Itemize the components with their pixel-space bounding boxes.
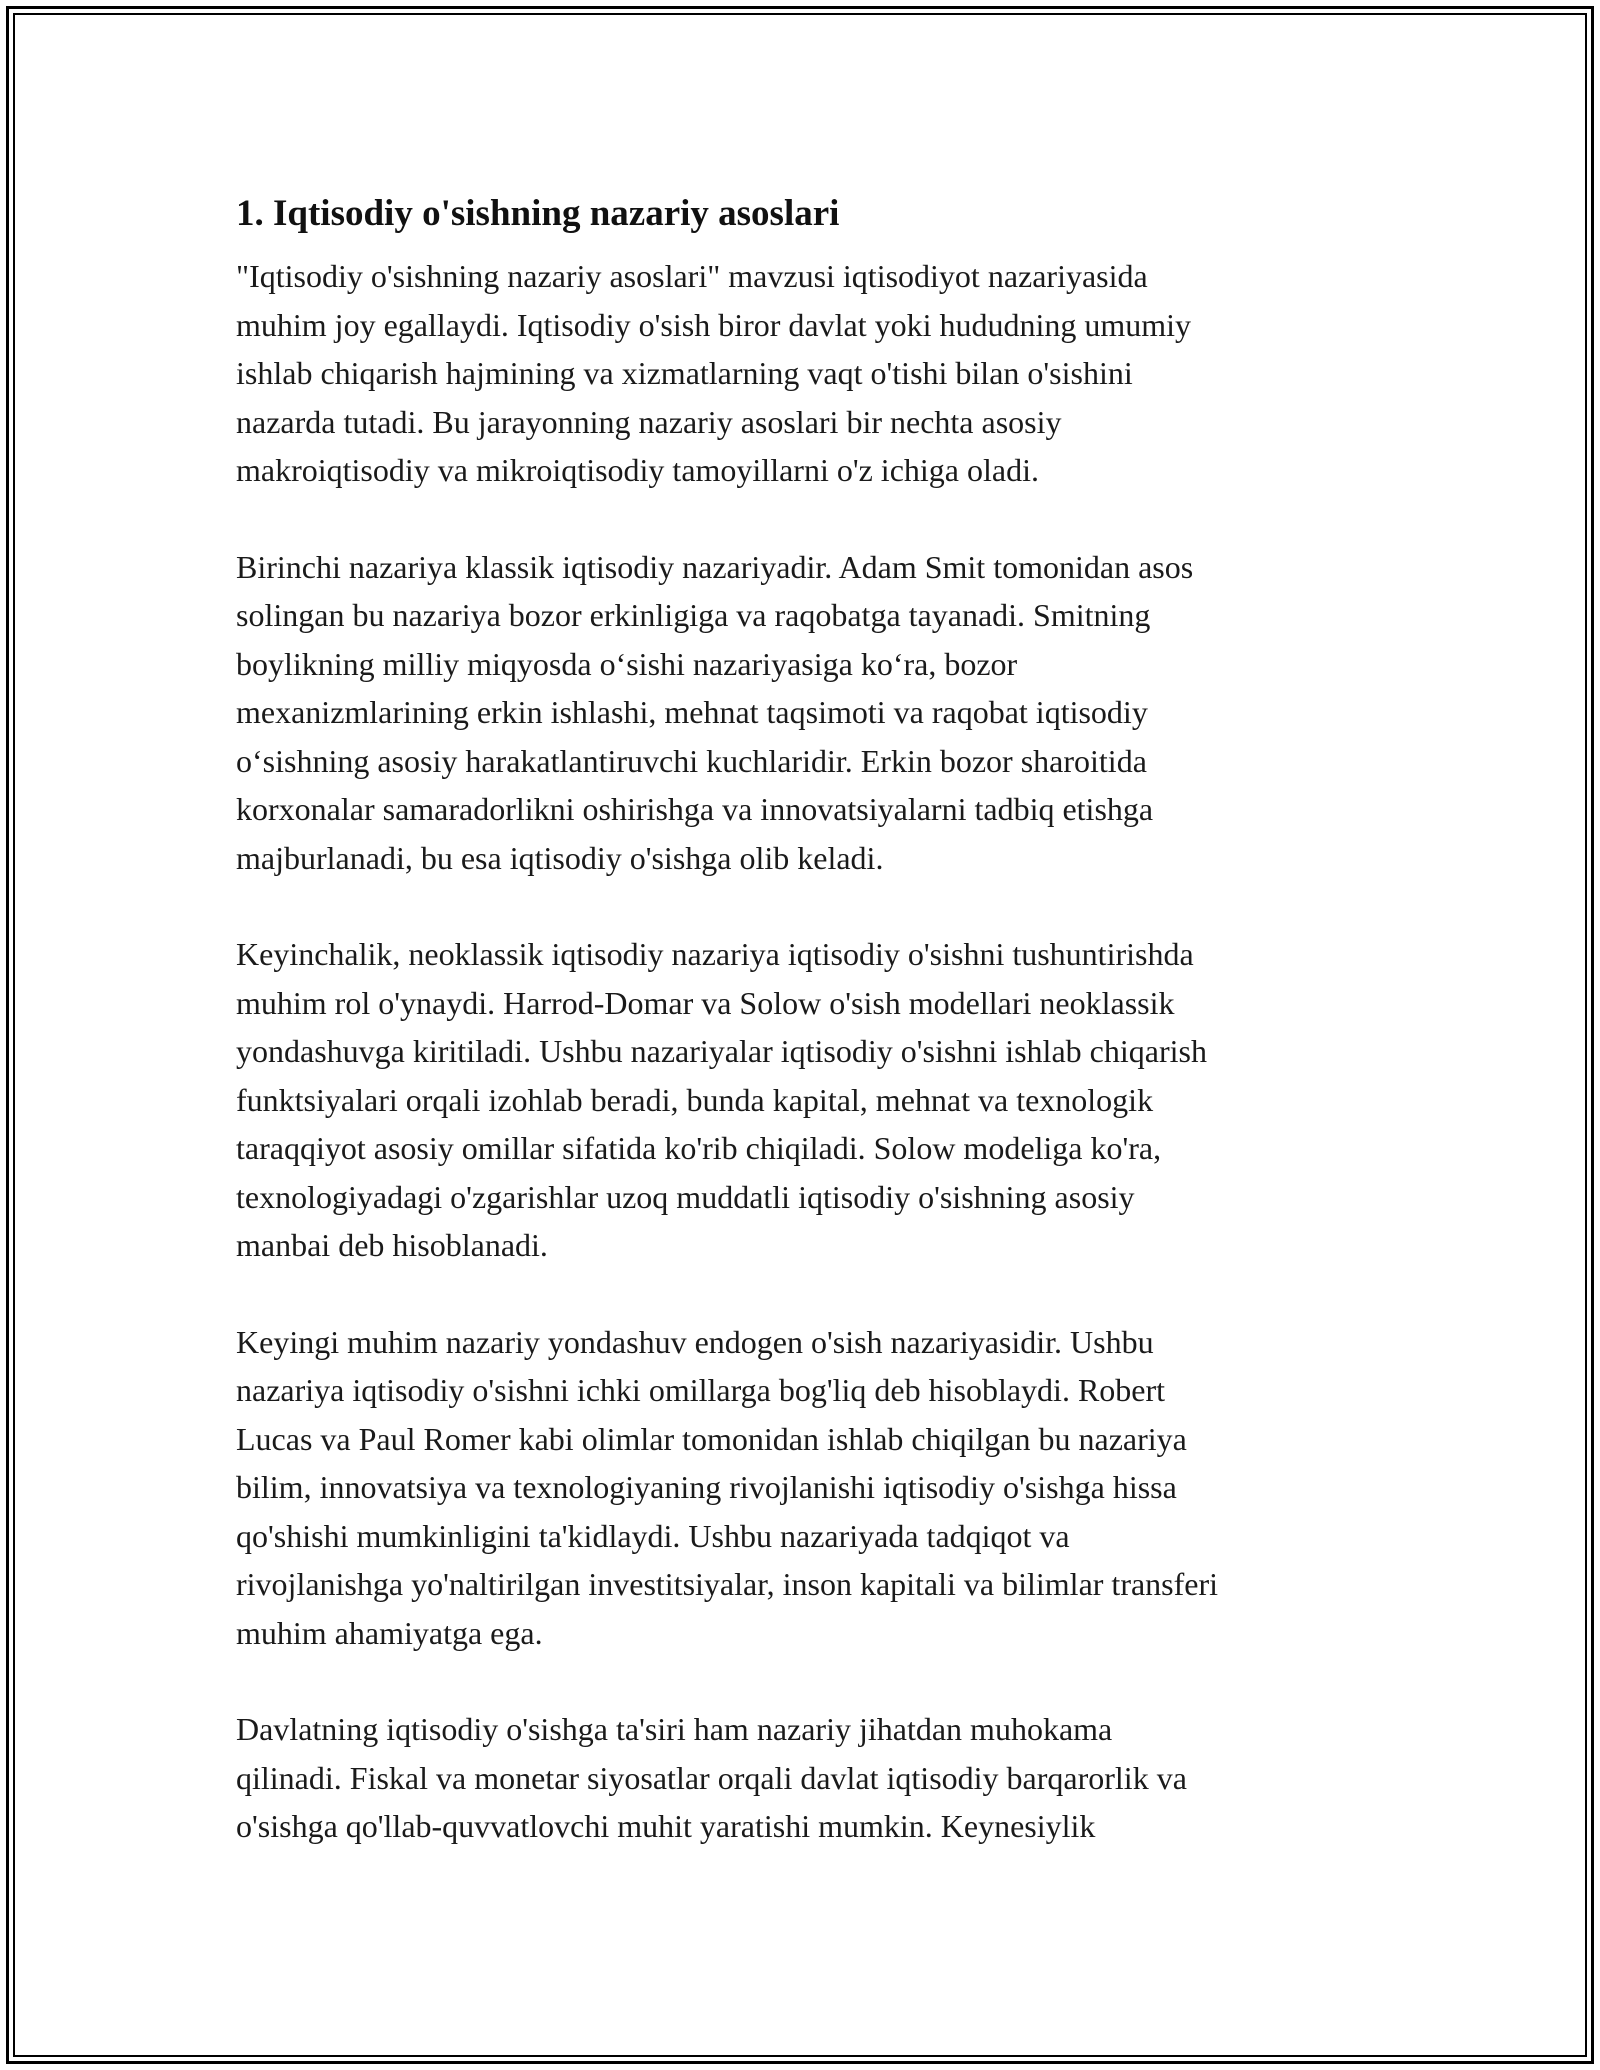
paragraph-endogenous-growth: Keyingi muhim nazariy yondashuv endogen o'sish nazariyasidir. Ushbu nazariya iqtisodiy o'sishni ichki omillarga bog'liq deb hisoblaydi. Robert Lucas va Paul Romer kabi olimlar tomonidan ishlab chiqilgan bu nazariya bilim, innovatsiya va texnologiyaning rivojlanishi iqtisodiy o'sishga hissa qo'shishi mumkinligini ta'kidlaydi. Ushbu nazariyada tadqiqot va rivojlanishga yo'naltirilgan investitsiyalar, inson kapitali va bilimlar transferi muhim ahamiyatga ega. (236, 1323, 1219, 1651)
paragraph-state-role: Davlatning iqtisodiy o'sishga ta'siri ham nazariy jihatdan muhokama qilinadi. Fiskal va monetar siyosatlar orqali davlat iqtisodiy barqarorlik va o'sishga qo'llab-quvvatlovchi muhit yaratishi mumkin. Keynesiylik (236, 1711, 1187, 1844)
document-body (236, 186, 1376, 1899)
paragraph-intro: "Iqtisodiy o'sishning nazariy asoslari" mavzusi iqtisodiyot nazariyasida muhim joy egallaydi. Iqtisodiy o'sish biror davlat yoki hududning umumiy ishlab chiqarish hajmining va xizmatlarning vaqt o'tishi bilan o'sishini nazarda tutadi. Bu jarayonning nazariy asoslari bir nechta asosiy makroiqtisodiy va mikroiqtisodiy tamoyillarni o'z ichiga oladi. (236, 258, 1192, 488)
section-heading: 1. Iqtisodiy o'sishning nazariy asoslari (236, 193, 840, 234)
paragraph-classical-theory: Birinchi nazariya klassik iqtisodiy nazariyadir. Adam Smit tomonidan asos solingan bu nazariya bozor erkinligiga va raqobatga tayanadi. Smitning boylikning milliy miqyosda o‘sishi nazariyasiga ko‘ra, bozor mexanizmlarining erkin ishlashi, mehnat taqsimoti va raqobat iqtisodiy o‘sishning asosiy harakatlantiruvchi kuchlaridir. Erkin bozor sharoitida korxonalar samaradorlikni oshirishga va innovatsiyalarni tadbiq etishga majburlanadi, bu esa iqtisodiy o'sishga olib keladi. (236, 548, 1194, 876)
paragraph-neoclassical-theory: Keyinchalik, neoklassik iqtisodiy nazariya iqtisodiy o'sishni tushuntirishda muhim rol o'ynaydi. Harrod-Domar va Solow o'sish modellari neoklassik yondashuvga kiritiladi. Ushbu nazariyalar iqtisodiy o'sishni ishlab chiqarish funktsiyalari orqali izohlab beradi, bunda kapital, mehnat va texnologik taraqqiyot asosiy omillar sifatida ko'rib chiqiladi. Solow modeliga ko'ra, texnologiyadagi o'zgarishlar uzoq muddatli iqtisodiy o'sishning asosiy manbai deb hisoblanadi. (236, 936, 1207, 1263)
